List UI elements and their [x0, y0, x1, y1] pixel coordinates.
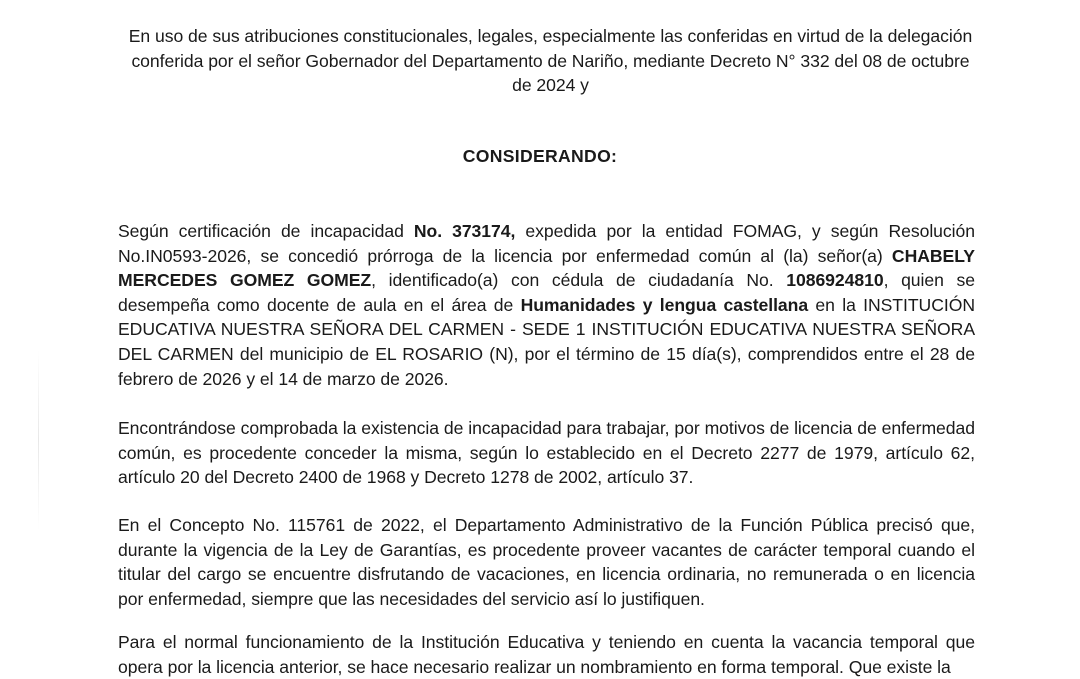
p1-text-4: , quien se desempeña como docente de aula en el área de — [118, 270, 975, 315]
paragraph-concept: En el Concepto No. 115761 de 2022, el Departamento Administrativo de la Función Pública precisó que, durante la vigencia de la Ley de Garantías, es procedente proveer vacantes de carácter temporal cuando el titular del cargo se encuentre disfrutando de vacaciones, en licencia ordinaria, no remunerada o en licencia por enfermedad, siempre que las necesidades del servicio así lo justifiquen. — [118, 515, 975, 609]
p1-text-3: , identificado(a) con cédula de ciudadanía No. — [371, 270, 787, 291]
intro-paragraph: En uso de sus atribuciones constitucionales, legales, especialmente las conferidas en virtud de la delegación conferida por el señor Gobernador del Departamento de Nariño, mediante Decreto N° 332 del 08 de octubre de 2024 y — [128, 26, 973, 96]
id-number: 1086924810 — [786, 270, 884, 291]
paragraph-certification — [118, 219, 975, 391]
p1-text-1: Según certificación de incapacidad — [118, 221, 414, 241]
p1-text-5: en la INSTITUCIÓN EDUCATIVA NUESTRA SEÑORA DEL CARMEN - SEDE 1 INSTITUCIÓN EDUCATIVA NUESTRA SEÑORA DEL CARMEN del municipio de EL ROSARIO (N), por el término de 15 día(s), comprendidos entre el 28 de febrero de 2026 y el 14 de marzo de 2026. — [118, 294, 975, 389]
section-heading: CONSIDERANDO: — [462, 146, 618, 166]
person-name: CHABELY MERCEDES GOMEZ GOMEZ — [118, 245, 975, 291]
certificate-number: No. 373174, — [413, 221, 516, 241]
paragraph-appointment: Para el normal funcionamiento de la Institución Educativa y teniendo en cuenta la vacancia temporal que opera por la licencia anterior, se hace necesario realizar un nombramiento en forma temporal. Que existe la — [118, 632, 975, 677]
scan-artifact — [38, 350, 39, 530]
teaching-area: Humanidades y lengua castellana — [520, 294, 809, 315]
p1-text-2: expedida por la entidad FOMAG, y según Resolución No.IN0593-2026, se concedió prórroga de la licencia por enfermedad común al (la) señor(a) — [118, 221, 975, 266]
paragraph-incapacity: Encontrándose comprobada la existencia de incapacidad para trabajar, por motivos de licencia de enfermedad común, es procedente conceder la misma, según lo establecido en el Decreto 2277 de 1979, artículo 62, artículo 20 del Decreto 2400 de 1968 y Decreto 1278 de 2002, artículo 37. — [118, 418, 975, 488]
